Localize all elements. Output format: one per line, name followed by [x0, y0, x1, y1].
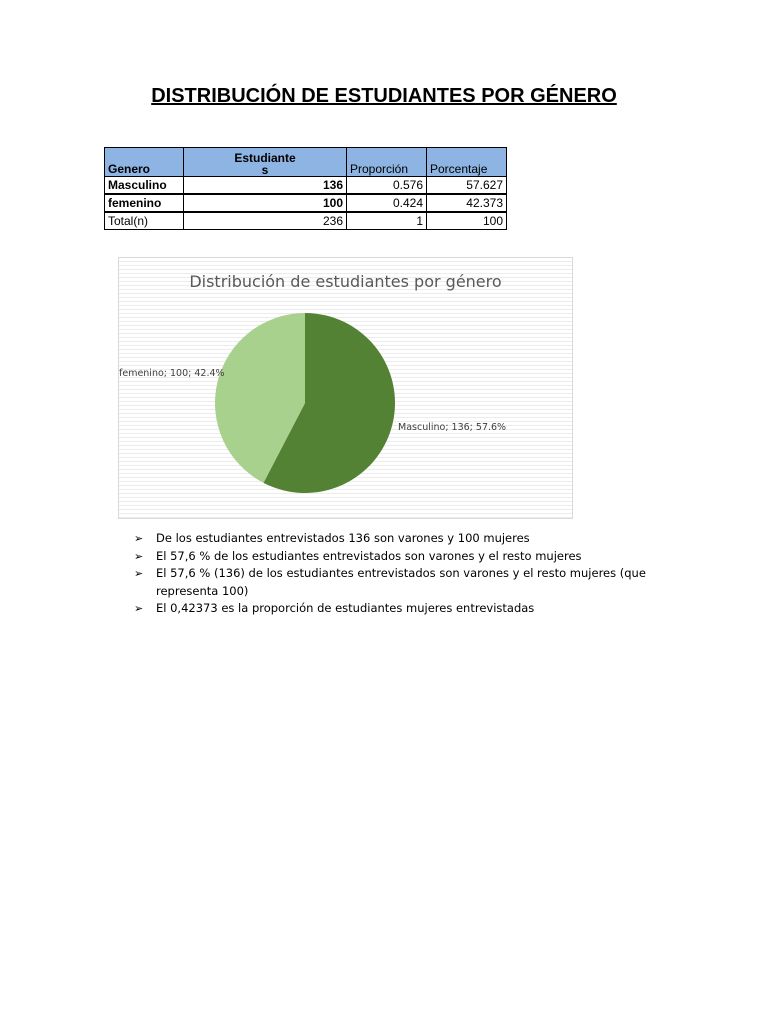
cell-proporcion: 1	[347, 212, 427, 230]
cell-estudiantes: 100	[184, 194, 347, 212]
table-row	[105, 194, 507, 212]
arrow-bullet-icon: ➢	[134, 549, 144, 563]
list-item	[134, 530, 654, 548]
pie-chart	[118, 257, 573, 519]
cell-proporcion: 0.424	[347, 194, 427, 212]
slice-label-femenino: femenino; 100; 42.4%	[119, 368, 225, 379]
data-table	[104, 147, 507, 230]
arrow-bullet-icon: ➢	[134, 567, 144, 580]
list-item	[134, 600, 654, 618]
cell-estudiantes: 136	[184, 177, 347, 195]
header-proporcion: Proporción	[347, 148, 427, 177]
bullet-text: El 0,42373 es la proporción de estudiantes mujeres entrevistadas	[156, 601, 535, 615]
conclusions-list	[134, 530, 654, 618]
slice-label-masculino: Masculino; 136; 57.6%	[398, 422, 507, 433]
cell-porcentaje: 57.627	[427, 177, 507, 195]
header-porcentaje: Porcentaje	[427, 148, 507, 177]
cell-genero: Total(n)	[105, 212, 184, 230]
bullet-text: El 57,6 % de los estudiantes entrevistados son varones y el resto mujeres	[156, 548, 582, 563]
bullet-text: El 57,6 % (136) de los estudiantes entrevistados son varones y el resto mujeres (que representa 100)	[156, 566, 646, 598]
cell-porcentaje: 42.373	[427, 194, 507, 212]
cell-genero: femenino	[105, 194, 184, 212]
cell-genero: Masculino	[105, 177, 184, 195]
bullet-text: De los estudiantes entrevistados 136 son varones y 100 mujeres	[156, 531, 530, 545]
cell-porcentaje: 100	[427, 212, 507, 230]
header-estudiantes	[184, 148, 347, 177]
table-row	[105, 177, 507, 195]
header-estudiantes-line1: Estudiante	[234, 151, 296, 165]
page-title: DISTRIBUCIÓN DE ESTUDIANTES POR GÉNERO	[151, 85, 617, 107]
list-item	[134, 565, 654, 600]
table-row	[105, 212, 507, 230]
table-header-row	[105, 148, 507, 177]
chart-title: Distribución de estudiantes por género	[189, 272, 502, 291]
arrow-bullet-icon: ➢	[134, 602, 144, 615]
pie-chart-svg	[119, 258, 574, 520]
header-estudiantes-line2: s	[261, 163, 269, 177]
arrow-bullet-icon: ➢	[134, 532, 144, 545]
header-genero: Genero	[105, 148, 184, 177]
cell-proporcion: 0.576	[347, 177, 427, 195]
cell-estudiantes: 236	[184, 212, 347, 230]
list-item	[134, 548, 654, 566]
